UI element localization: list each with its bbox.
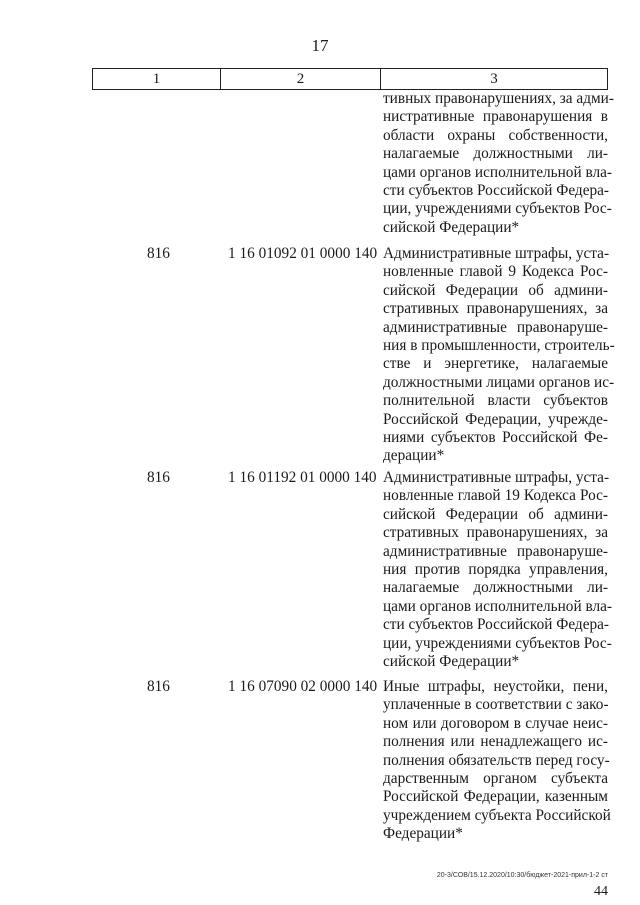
text-line: Административные штрафы, уста- xyxy=(383,469,610,486)
sheet-number: 44 xyxy=(594,884,608,899)
text-line: стве и энергетике, налагаемые xyxy=(383,355,608,373)
budget-code: 1 16 07090 02 0000 140 xyxy=(228,678,378,695)
admin-code: 816 xyxy=(147,245,170,262)
text-line: Иные штрафы, неустойки, пени, xyxy=(383,678,608,695)
continuation-text xyxy=(383,90,614,237)
text-line: ния против порядка управления, xyxy=(383,560,608,578)
text-line: области охраны собственности, xyxy=(383,126,608,144)
text-line: сти субъектов Российской Федера- xyxy=(383,181,610,199)
text-line: налагаемые должностными ли- xyxy=(383,579,608,597)
row-description xyxy=(383,469,612,671)
text-line: сийской Федерации* xyxy=(383,652,520,670)
text-line: полнительной власти субъектов xyxy=(383,392,608,410)
text-line: дарственным органом субъекта xyxy=(383,769,608,787)
text-line: стративных правонарушениях, за xyxy=(383,524,608,542)
text-line: нистративные правонарушения в xyxy=(383,108,608,126)
text-line: дерации* xyxy=(383,447,445,465)
text-line: полнения обязательств перед госу- xyxy=(383,751,610,769)
text-line: ном или договором в случае неис- xyxy=(383,714,608,732)
text-line: ции, учреждениями субъектов Рос- xyxy=(383,200,612,218)
text-line: стративных правонарушениях, за xyxy=(383,300,608,318)
row-description xyxy=(383,245,615,466)
text-line: учреждением субъекта Российской xyxy=(383,806,611,824)
header-col-2: 2 xyxy=(221,69,381,89)
text-line: ниями субъектов Российской Фе- xyxy=(383,428,608,446)
text-line: полнения или ненадлежащего ис- xyxy=(383,733,608,751)
document-stamp: 20-3/СОВ/15.12.2020/10:30/бюджет-2021-прил-1-2 ст xyxy=(436,872,608,879)
text-line: Административные штрафы, уста- xyxy=(383,245,610,262)
table-header xyxy=(92,68,608,90)
row-description xyxy=(383,678,611,844)
text-line: тивных правонарушениях, за адми- xyxy=(383,90,614,107)
text-line: сийской Федерации об админи- xyxy=(383,281,608,299)
budget-code: 1 16 01192 01 0000 140 xyxy=(228,469,377,486)
text-line: должностными лицами органов ис- xyxy=(383,373,615,391)
text-line: цами органов исполнительной вла- xyxy=(383,597,612,615)
text-line: уплаченные в соответствии с зако- xyxy=(383,696,609,714)
text-line: административные правонаруше- xyxy=(383,318,608,336)
text-line: сийской Федерации об админи- xyxy=(383,505,608,523)
text-line: административные правонаруше- xyxy=(383,542,608,560)
page-number: 17 xyxy=(311,36,329,55)
text-line: сийской Федерации* xyxy=(383,218,520,236)
header-col-1: 1 xyxy=(93,69,221,89)
text-line: сти субъектов Российской Федера- xyxy=(383,616,610,634)
text-line: Федерации* xyxy=(383,825,463,843)
text-line: ции, учреждениями субъектов Рос- xyxy=(383,634,612,652)
text-line: новленные главой 19 Кодекса Рос- xyxy=(383,487,608,505)
text-line: Российской Федерации, учрежде- xyxy=(383,410,608,428)
text-line: Российской Федерации, казенным xyxy=(383,788,608,806)
header-col-3: 3 xyxy=(490,71,498,87)
budget-code: 1 16 01092 01 0000 140 xyxy=(228,245,378,262)
text-line: ния в промышленности, строитель- xyxy=(383,336,615,354)
text-line: цами органов исполнительной вла- xyxy=(383,163,612,181)
text-line: новленные главой 9 Кодекса Рос- xyxy=(383,263,608,281)
admin-code: 816 xyxy=(147,469,170,486)
admin-code: 816 xyxy=(147,678,170,695)
text-line: налагаемые должностными ли- xyxy=(383,145,608,163)
